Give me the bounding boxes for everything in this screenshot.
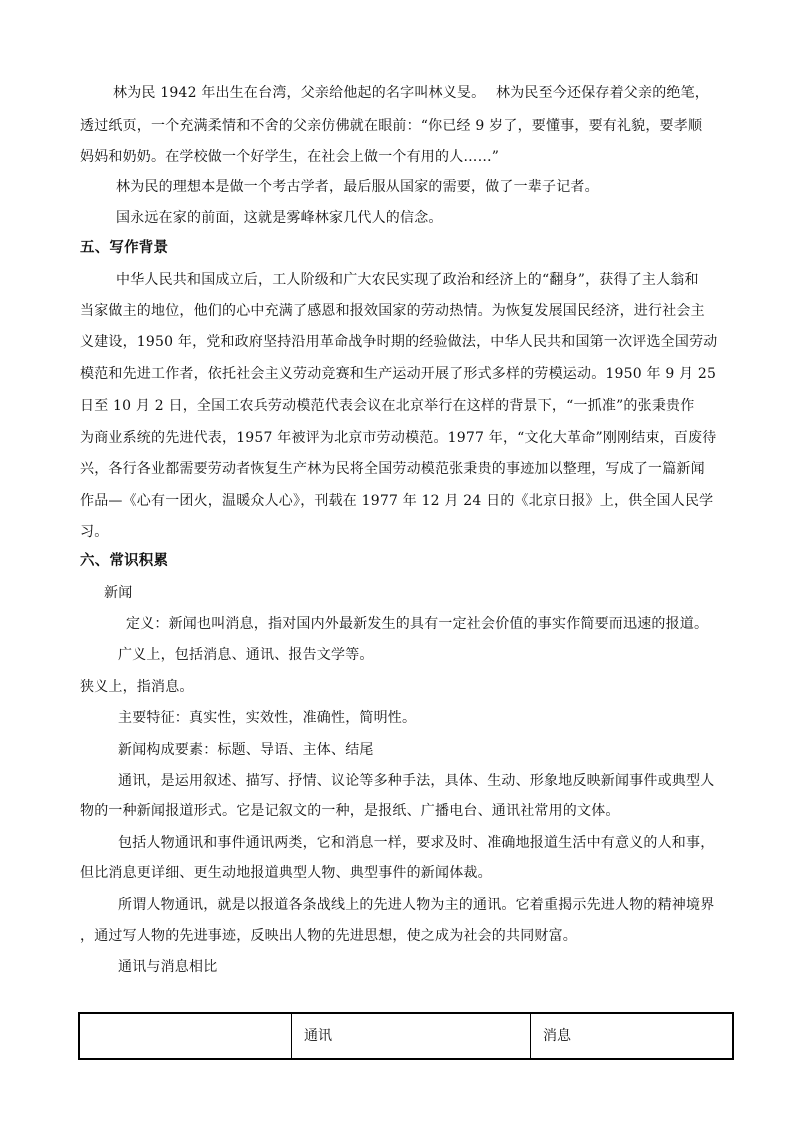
paragraph-line: 林为民至今还保存着父亲的绝笔，: [496, 85, 709, 101]
paragraph-line: ，通过写人物的先进事迹，反映出人物的先进思想，使之成为社会的共同财富。: [80, 928, 577, 944]
paragraph-line: 新闻构成要素：标题、导语、主体、结尾: [118, 742, 374, 758]
paragraph-line: 日至 10 月 2 日，全国工农兵劳动模范代表会议在北京举行在这样的背景下，“一抓准”的张秉贵作: [80, 398, 695, 414]
paragraph-line: 通讯，是运用叙述、描写、抒情、议论等多种手法，具体、生动、形象地反映新闻事件或典型人: [118, 773, 715, 789]
paragraph-line: 主要特征：真实性，实效性，准确性，简明性。: [118, 710, 417, 726]
paragraph-line: 林为民 1942 年出生在台湾，父亲给他起的名字叫林义旻。: [113, 85, 486, 101]
paragraph-line: 模范和先进工作者，依托社会主义劳动竞赛和生产运动开展了形式多样的劳模运动。1950 年 9 月 25: [80, 366, 717, 382]
paragraph-line: 当家做主的地位，他们的心中充满了感恩和报效国家的劳动热情。为恢复发展国民经济，进行社会主: [80, 303, 705, 319]
paragraph-line: 所谓人物通讯，就是以报道各条战线上的先进人物为主的通讯。它着重揭示先进人物的精神境界: [118, 897, 715, 913]
table-header-cell-tongxun: 通讯: [292, 1014, 531, 1058]
paragraph-line: 作品—《心有一团火，温暖众人心》，刊载在 1977 年 12 月 24 日的《北京日报》上，供全国人民学: [80, 493, 714, 509]
paragraph-line: 国永远在家的前面，这就是雾峰林家几代人的信念。: [116, 210, 443, 226]
paragraph-line: 兴，各行各业都需要劳动者恢复生产林为民将全国劳动模范张秉贵的事迹加以整理，写成了一篇新闻: [80, 461, 705, 477]
paragraph-line: 狭义上，指消息。: [80, 679, 194, 695]
paragraph-line: 义建设，1950 年，党和政府坚持沿用革命战争时期的经验做法，中华人民共和国第一次评选全国劳动: [80, 334, 718, 350]
paragraph-line: 中华人民共和国成立后，工人阶级和广大农民实现了政治和经济上的“翻身”，获得了主人翁和: [116, 272, 699, 288]
definition-line: 定义：新闻也叫消息，指对国内外最新发生的具有一定社会价值的事实作简要而迅速的报道。: [126, 616, 709, 632]
comparison-table: [78, 1012, 734, 1060]
paragraph-line: 透过纸页，一个充满柔情和不舍的父亲仿佛就在眼前：“你已经 9 岁了，要懂事，要有礼貌，要孝顺: [80, 118, 703, 134]
paragraph-line: 广义上，包括消息、通讯、报告文学等。: [118, 647, 374, 663]
paragraph-line: 物的一种新闻报道形式。它是记叙文的一种，是报纸、广播电台、通讯社常用的文体。: [80, 803, 620, 819]
paragraph-line: 包括人物通讯和事件通讯两类，它和消息一样，要求及时、准确地报道生活中有意义的人和事，: [118, 835, 715, 851]
term-label: 新闻: [104, 585, 133, 601]
paragraph-line: 但比消息更详细、更生动地报道典型人物、典型事件的新闻体裁。: [80, 865, 492, 881]
paragraph-line: 为商业系统的先进代表，1957 年被评为北京市劳动模范。1977 年，“文化大革命”刚刚结束，百废待: [80, 430, 717, 446]
table-header-cell: [80, 1014, 292, 1058]
section-heading-background: 五、写作背景: [80, 240, 169, 256]
paragraph-line: 习。: [80, 524, 109, 540]
paragraph-line: 通讯与消息相比: [118, 959, 218, 975]
paragraph-line: 妈妈和奶奶。在学校做一个好学生，在社会上做一个有用的人……”: [80, 149, 500, 165]
table-header-cell-xiaoxi: 消息: [543, 1028, 571, 1044]
section-heading-knowledge: 六、常识积累: [80, 553, 169, 569]
paragraph-line: 林为民的理想本是做一个考古学者，最后服从国家的需要，做了一辈子记者。: [116, 179, 599, 195]
